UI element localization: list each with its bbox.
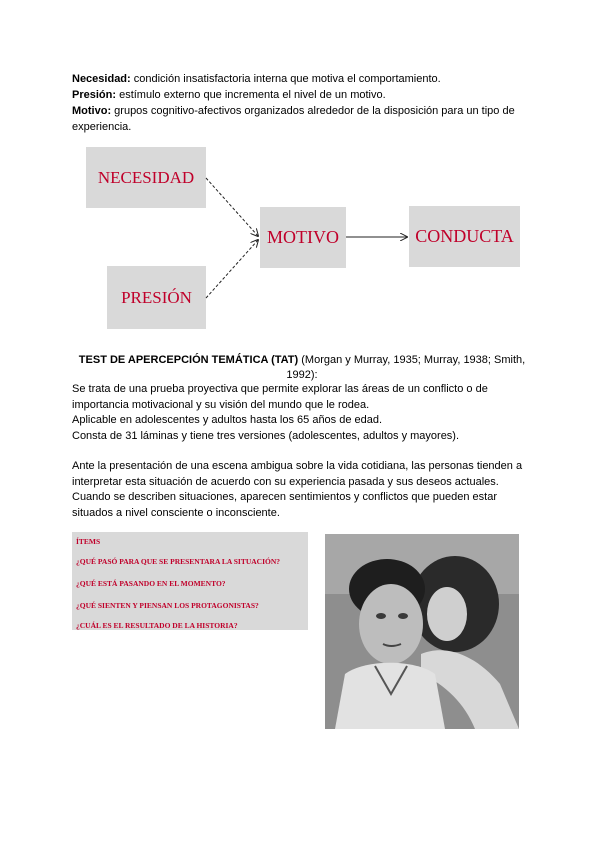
tat-line: Aplicable en adolescentes y adultos hasta los 65 años de edad. [72, 414, 383, 426]
necesidad-box [86, 147, 206, 208]
definitions [72, 71, 532, 135]
tat-card-photo [325, 534, 519, 729]
tat-heading [72, 353, 532, 383]
presion-box [107, 266, 206, 329]
tat-line: Consta de 31 láminas y tiene tres versiones (adolescentes, adultos y mayores). [72, 429, 460, 442]
item-question: ¿CUÁL ES EL RESULTADO DE LA HISTORIA? [76, 621, 238, 630]
definition-text: grupos cognitivo-afectivos organizados alrededor de la disposición para un tipo de experiencia. [72, 105, 515, 133]
definition-text: condición insatisfactoria interna que motiva el comportamiento. [130, 73, 441, 85]
arrow-presion-motivo [206, 240, 258, 298]
tat-title: TEST DE APERCEPCIÓN TEMÁTICA (TAT) [78, 354, 299, 366]
tat-card-illustration [325, 534, 519, 729]
tat-paragraph: Ante la presentación de una escena ambigua sobre la vida cotidiana, las personas tienden a interpretar esta situación de acuerdo con su experiencia pasada y sus deseos actuales. Cuando se describen situaciones, aparecen sentimientos y conflictos que pueden estar situados a nivel consciente o inconsciente. [72, 460, 523, 519]
definition-necesidad [72, 71, 532, 87]
term-motivo: Motivo: [72, 105, 112, 117]
arrow-necesidad-motivo [206, 178, 258, 236]
presion-label: PRESIÓN [121, 287, 192, 307]
item-question: ¿QUÉ SIENTEN Y PIENSAN LOS PROTAGONISTAS? [76, 601, 259, 610]
conducta-label: CONDUCTA [415, 226, 514, 246]
definition-text: estímulo externo que incrementa el nivel de un motivo. [116, 89, 386, 101]
definition-motivo [72, 103, 532, 135]
tat-description [72, 382, 534, 521]
motivo-label: MOTIVO [267, 227, 339, 247]
term-necesidad: Necesidad: [72, 73, 131, 85]
item-question: ¿QUÉ PASÓ PARA QUE SE PRESENTARA LA SITUACIÓN? [76, 557, 280, 566]
necesidad-label: NECESIDAD [97, 167, 195, 187]
definition-presion [72, 87, 532, 103]
motivo-box [260, 207, 346, 268]
term-presion: Presión: [72, 89, 117, 101]
item-question: ¿QUÉ ESTÁ PASANDO EN EL MOMENTO? [76, 579, 226, 588]
tat-line: Se trata de una prueba proyectiva que permite explorar las áreas de un conflicto o de importancia motivacional y su visión del mundo que le rodea. [72, 383, 488, 411]
tat-citation: (Morgan y Murray, 1935; Murray, 1938; Smith, 1992): [286, 354, 526, 381]
items-box [72, 532, 308, 630]
conducta-box [409, 206, 520, 267]
items-heading: ÍTEMS [76, 537, 101, 546]
